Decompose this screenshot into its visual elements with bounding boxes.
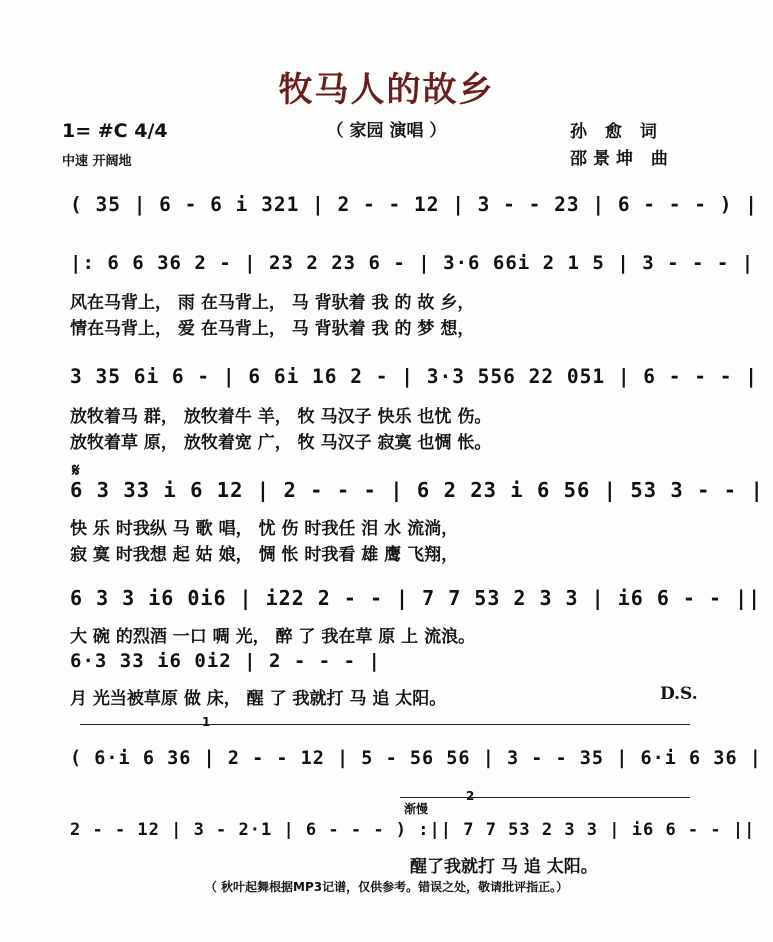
- lyric-line: 放牧着马 群， 放牧着牛 羊， 牧 马汉子 快乐 也忧 伤。: [70, 407, 492, 427]
- lyric-line: 月 光当被草原 做 床， 醒 了 我就打 马 追 太阳。: [70, 689, 447, 709]
- footer-note: （ 秋叶起舞根据MP3记谱，仅供参考。错误之处，敬请批评指正。）: [204, 880, 569, 894]
- composer-credit: 邵景坤 曲: [570, 149, 674, 169]
- segno-sign: 𝄋: [72, 460, 80, 481]
- score-line-5: 6 3 3 i6 0i6 | i22 2 - - | 7 7 53 2 3 3 | i6 6 - - ||: [70, 586, 762, 610]
- score-line-6: 6·3 33 i6 0i2 | 2 - - - |: [70, 650, 381, 672]
- lyric-line: 大 碗 的烈酒 一口 啁 光， 醉 了 我在草 原 上 流浪。: [70, 627, 476, 647]
- lyric-line: 快 乐 时我纵 马 歌 唱， 忧 伤 时我任 泪 水 流淌，: [70, 519, 459, 539]
- page-title: 牧马人的故乡: [278, 70, 495, 110]
- lyric-line: 风在马背上， 雨 在马背上， 马 背驮着 我 的 故 乡，: [70, 293, 475, 313]
- score-line-8: 2 - - 12 | 3 - 2·1 | 6 - - - ) :|| 7 7 53 2 3 3 | i6 6 - - ||: [70, 820, 756, 840]
- singer-credit: （ 家园 演唱 ）: [326, 121, 447, 141]
- score-line-2: |: 6 6 36 2 - | 23 2 23 6 - | 3·6 66i 2 1 5 | 3 - - - |: [70, 252, 755, 274]
- lyric-line: 情在马背上， 爱 在马背上， 马 背驮着 我 的 梦 想，: [70, 319, 475, 339]
- score-line-4: 6 3 33 i 6 12 | 2 - - - | 6 2 23 i 6 56 | 53 3 - - |: [70, 478, 764, 502]
- lyric-line: 放牧着草 原， 放牧着宽 广， 牧 马汉子 寂寞 也惆 怅。: [70, 433, 492, 453]
- score-line-1: ( 35 | 6 - 6 i 321 | 2 - - 12 | 3 - - 23 | 6 - - - ) |: [70, 193, 758, 216]
- lyric-line: 醒了我就打 马 追 太阳。: [410, 857, 598, 877]
- volta-number-1: 1: [202, 715, 211, 729]
- key-signature: 1= #C 4/4: [62, 120, 168, 142]
- lyricist-credit: 孙 愈 词: [570, 122, 663, 142]
- slowing-marking: 渐慢: [404, 802, 429, 816]
- volta-bracket-1: [80, 724, 690, 725]
- volta-bracket-2: [400, 797, 690, 798]
- volta-number-2: 2: [466, 789, 475, 803]
- tempo-marking: 中速 开阔地: [62, 154, 132, 169]
- score-line-3: 3 35 6i 6 - | 6 6i 16 2 - | 3·3 556 22 051 | 6 - - - |: [70, 365, 758, 388]
- ds-marking: D.S.: [660, 684, 698, 704]
- score-line-7: ( 6·i 6 36 | 2 - - 12 | 5 - 56 56 | 3 - - 35 | 6·i 6 36 |: [70, 748, 762, 769]
- lyric-line: 寂 寞 时我想 起 姑 娘， 惆 怅 时我看 雄 鹰 飞翔，: [70, 545, 459, 565]
